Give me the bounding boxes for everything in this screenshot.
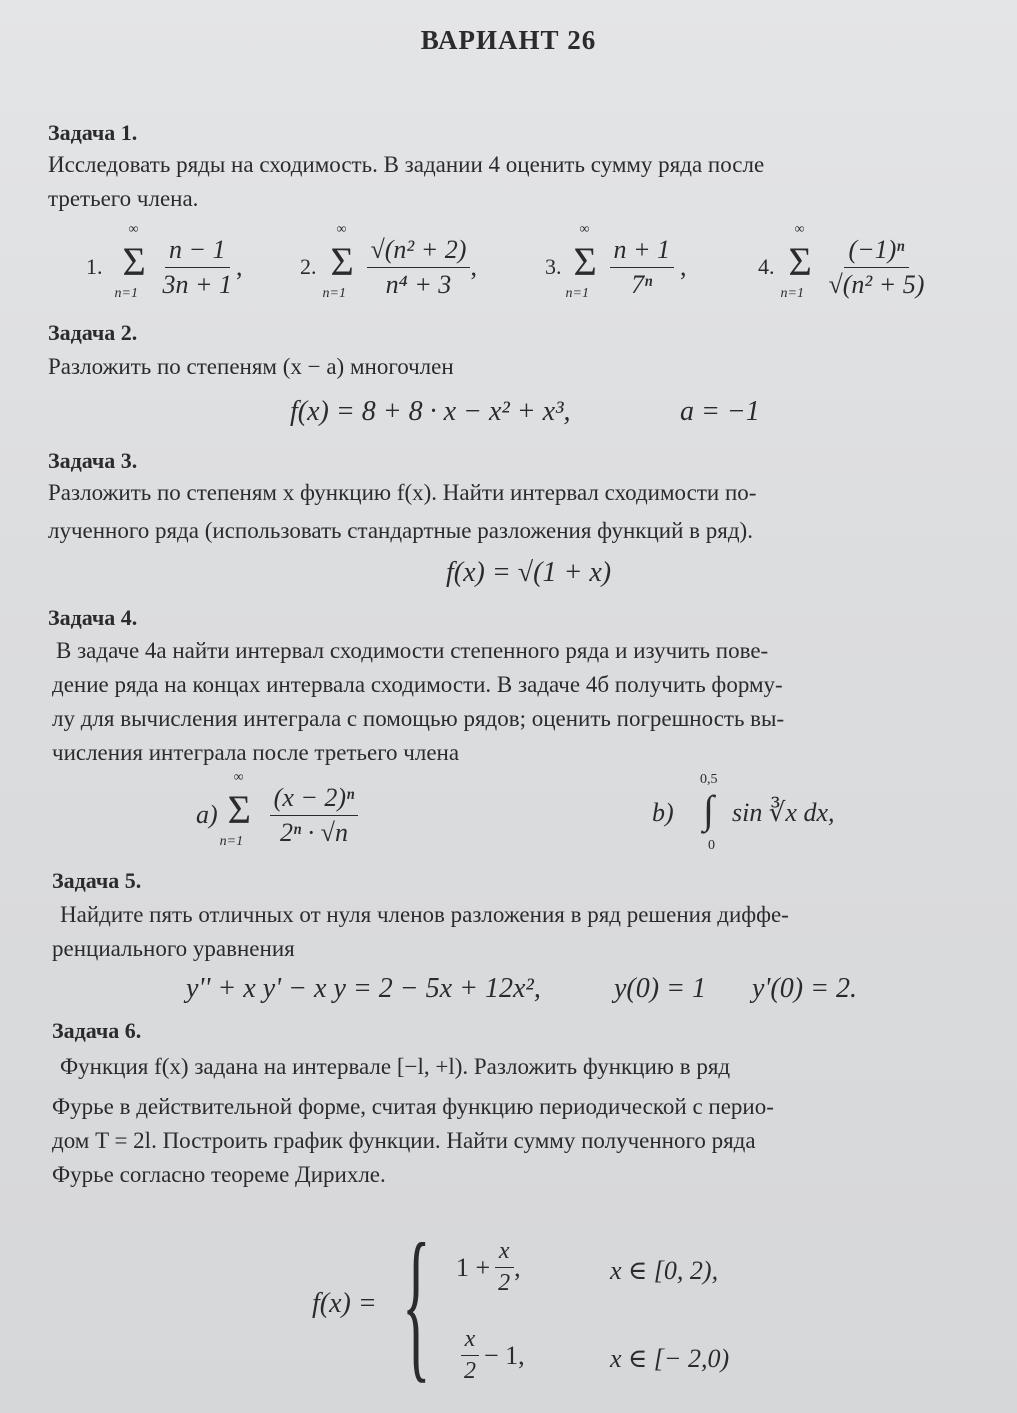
case-1-prefix: 1 + (456, 1252, 491, 1282)
case-1-domain: x ∈ [0, 2), (610, 1256, 719, 1285)
series-4 (758, 222, 928, 312)
series-4-denominator: √(n² + 5) (828, 269, 925, 299)
integral-lower-limit: 0 (708, 838, 715, 853)
series-3-tail: , (680, 252, 687, 281)
series-3-numerator: n + 1 (610, 235, 675, 268)
case-2-domain: x ∈ [− 2,0) (610, 1344, 730, 1373)
case-1-numerator: x (495, 1238, 514, 1268)
task5-text-line1: Найдите пять отличных от нуля членов разложения в ряд решения диффе- (60, 902, 789, 927)
page-title: ВАРИАНТ 26 (420, 25, 597, 55)
task4a-fraction (270, 783, 359, 848)
series-2-fraction (367, 235, 471, 300)
sigma-upper: ∞ (794, 222, 805, 237)
case-2-numerator: x (461, 1326, 480, 1356)
case-1-expression (456, 1238, 521, 1297)
sigma-upper: ∞ (128, 222, 139, 237)
task3-heading: Задача 3. (48, 448, 138, 473)
sigma-symbol: ∞ Σ n=1 (114, 222, 146, 301)
series-2 (300, 222, 477, 312)
task2-formula: f(x) = 8 + 8 · x − x² + x³, (290, 396, 571, 427)
left-brace-icon: { (402, 1209, 431, 1397)
task4a-numerator: (x − 2)ⁿ (270, 783, 359, 816)
task6-heading: Задача 6. (52, 1018, 142, 1043)
task1-text-line2: третьего члена. (48, 186, 199, 211)
task6-function-label: f(x) = (312, 1288, 377, 1319)
sigma-upper: ∞ (336, 222, 347, 237)
series-1-numerator: n − 1 (165, 235, 230, 268)
task6-text-line2: Фурье в действительной форме, считая функцию периодической с перио- (52, 1094, 774, 1119)
series-2-numerator: √(n² + 2) (367, 235, 471, 268)
series-1-fraction (159, 235, 237, 300)
task5-initial-condition-2: y'(0) = 2. (752, 973, 857, 1004)
task4b-label: b) (652, 798, 674, 827)
case-1-fraction (494, 1238, 514, 1297)
integral-upper-limit: 0,5 (700, 772, 718, 787)
task6-text-line3: дом T = 2l. Построить график функции. Найти сумму полученного ряда (52, 1128, 756, 1153)
task6-text-line4: Фурье согласно теореме Дирихле. (52, 1162, 386, 1187)
task4-text-line3: лу для вычисления интеграла с помощью рядов; оценить погрешность вы- (52, 706, 785, 731)
task4a-denominator: 2ⁿ · √n (279, 817, 348, 847)
task3-text-line2: лученного ряда (использовать стандартные разложения функций в ряд). (48, 518, 753, 543)
case-2-denominator: 2 (464, 1358, 476, 1384)
task4b-integrand: sin ∛x dx, (732, 798, 835, 827)
task3-text-line1: Разложить по степеням x функцию f(x). Найти интервал сходимости по- (48, 480, 757, 505)
task5-equation: y'' + x y' − x y = 2 − 5x + 12x², (186, 973, 541, 1004)
task4-text-line4: числения интеграла после третьего члена (52, 740, 460, 765)
sigma-symbol: ∞ Σ n=1 (219, 770, 251, 849)
series-4-fraction (825, 235, 929, 300)
series-3 (545, 222, 687, 312)
case-1-tail: , (514, 1252, 521, 1282)
task2-param: a = −1 (680, 396, 760, 427)
case-2-expression (460, 1326, 525, 1385)
series-2-denominator: n⁴ + 3 (385, 269, 452, 299)
series-3-denominator: 7ⁿ (631, 269, 653, 299)
series-1-tail: , (236, 252, 243, 281)
sigma-lower: n=1 (780, 286, 804, 301)
sigma-lower: n=1 (114, 286, 138, 301)
series-2-tail: , (470, 252, 477, 281)
series-1-denominator: 3n + 1 (162, 269, 233, 299)
series-4-numerator: (−1)ⁿ (844, 235, 908, 268)
sigma-symbol: ∞ Σ n=1 (322, 222, 354, 301)
task4-heading: Задача 4. (48, 605, 138, 630)
task4-text-line2: дение ряда на концах интервала сходимости. В задаче 4б получить форму- (52, 672, 783, 697)
series-4-index: 4. (758, 254, 775, 279)
task5-heading: Задача 5. (52, 868, 142, 893)
task4a-label: a) (196, 800, 218, 829)
sigma-symbol: ∞ Σ n=1 (565, 222, 597, 301)
case-1-denominator: 2 (498, 1270, 511, 1296)
task6-text-line1: Функция f(x) задана на интервале [−l, +l). Разложить функцию в ряд (60, 1054, 731, 1079)
task1-text-line1: Исследовать ряды на сходимость. В задании 4 оценить сумму ряда после (48, 152, 765, 177)
series-1-index: 1. (86, 254, 103, 279)
sigma-lower: n=1 (565, 286, 589, 301)
sigma-symbol: ∞ Σ n=1 (780, 222, 812, 301)
task4a-series (196, 770, 358, 860)
series-2-index: 2. (300, 254, 317, 279)
task2-text-line1: Разложить по степеням (x − a) многочлен (48, 354, 454, 379)
integral-sign-icon: ∫ (703, 787, 714, 832)
sigma-upper: ∞ (579, 222, 590, 237)
task5-text-line2: ренциального уравнения (52, 936, 295, 961)
series-3-index: 3. (545, 254, 562, 279)
sigma-upper: ∞ (233, 770, 244, 785)
series-1 (86, 222, 243, 312)
task1-heading: Задача 1. (48, 120, 138, 145)
case-2-tail: − 1, (484, 1340, 525, 1370)
case-2-fraction (460, 1326, 480, 1385)
series-3-fraction (610, 235, 675, 300)
task2-heading: Задача 2. (48, 320, 138, 345)
task3-formula: f(x) = √(1 + x) (446, 557, 612, 588)
sigma-lower: n=1 (322, 286, 346, 301)
task5-initial-condition-1: y(0) = 1 (614, 973, 706, 1004)
sigma-lower: n=1 (219, 834, 244, 849)
task4-text-line1: В задаче 4а найти интервал сходимости степенного ряда и изучить пове- (56, 638, 769, 663)
